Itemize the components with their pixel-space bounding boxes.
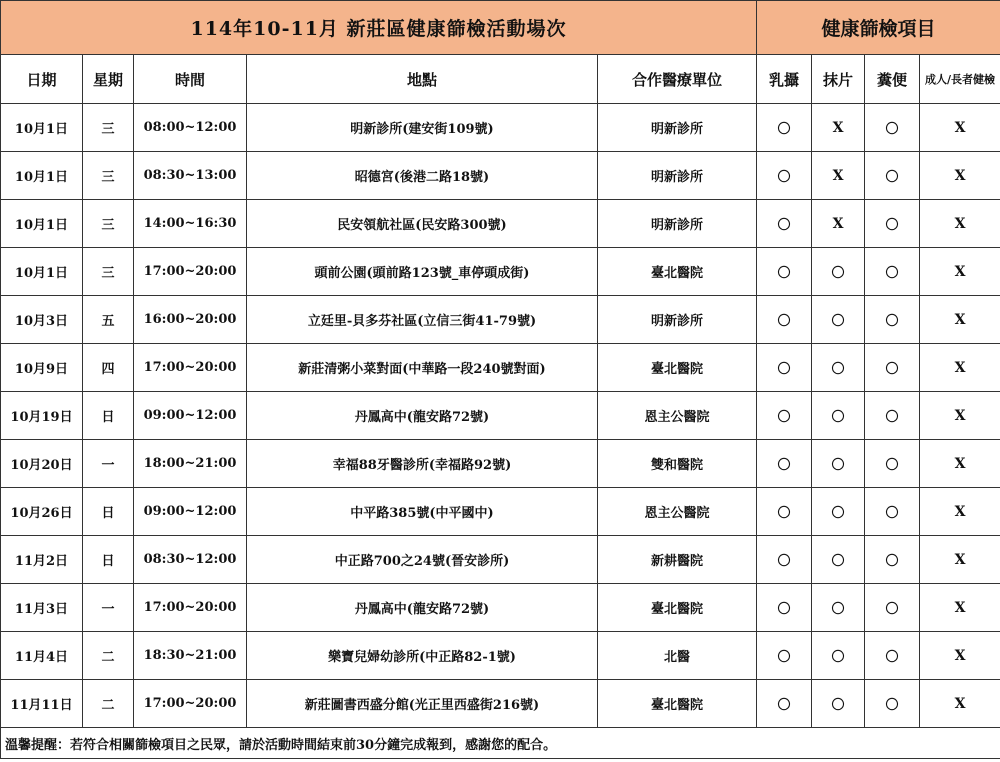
cell-time: 09:00~12:00 bbox=[134, 488, 247, 536]
cell-weekday: 三 bbox=[83, 104, 134, 152]
cell-stool: 〇 bbox=[865, 296, 920, 344]
cell-pap: 〇 bbox=[812, 584, 865, 632]
cell-time: 08:30~12:00 bbox=[134, 536, 247, 584]
cell-stool: 〇 bbox=[865, 632, 920, 680]
schedule-title: 114年10-11月 新莊區健康篩檢活動場次 bbox=[1, 1, 757, 55]
cell-time: 18:30~21:00 bbox=[134, 632, 247, 680]
cell-breast: 〇 bbox=[757, 440, 812, 488]
cell-partner: 雙和醫院 bbox=[598, 440, 757, 488]
cell-partner: 恩主公醫院 bbox=[598, 488, 757, 536]
cell-pap: X bbox=[812, 200, 865, 248]
cell-pap: 〇 bbox=[812, 488, 865, 536]
cell-date: 11月11日 bbox=[1, 680, 83, 728]
cell-location: 新莊圖書西盛分館(光正里西盛街216號) bbox=[247, 680, 598, 728]
cell-date: 11月2日 bbox=[1, 536, 83, 584]
cell-breast: 〇 bbox=[757, 584, 812, 632]
cell-location: 樂寶兒婦幼診所(中正路82-1號) bbox=[247, 632, 598, 680]
cell-stool: 〇 bbox=[865, 104, 920, 152]
cell-date: 11月3日 bbox=[1, 584, 83, 632]
cell-partner: 臺北醫院 bbox=[598, 344, 757, 392]
cell-pap: 〇 bbox=[812, 296, 865, 344]
cell-adult: X bbox=[920, 536, 1000, 584]
cell-adult: X bbox=[920, 392, 1000, 440]
cell-stool: 〇 bbox=[865, 680, 920, 728]
cell-stool: 〇 bbox=[865, 536, 920, 584]
header-location: 地點 bbox=[247, 55, 598, 104]
cell-time: 16:00~20:00 bbox=[134, 296, 247, 344]
table-row bbox=[1, 536, 1000, 584]
cell-date: 10月19日 bbox=[1, 392, 83, 440]
header-partner: 合作醫療單位 bbox=[598, 55, 757, 104]
table-row bbox=[1, 200, 1000, 248]
cell-time: 14:00~16:30 bbox=[134, 200, 247, 248]
table-row bbox=[1, 344, 1000, 392]
cell-location: 中平路385號(中平國中) bbox=[247, 488, 598, 536]
cell-adult: X bbox=[920, 200, 1000, 248]
cell-weekday: 一 bbox=[83, 584, 134, 632]
cell-weekday: 三 bbox=[83, 248, 134, 296]
cell-weekday: 四 bbox=[83, 344, 134, 392]
cell-partner: 明新診所 bbox=[598, 200, 757, 248]
cell-location: 立廷里-貝多芬社區(立信三街41-79號) bbox=[247, 296, 598, 344]
footer-row bbox=[1, 728, 1000, 759]
cell-weekday: 二 bbox=[83, 680, 134, 728]
cell-pap: 〇 bbox=[812, 344, 865, 392]
cell-date: 10月3日 bbox=[1, 296, 83, 344]
cell-partner: 北醫 bbox=[598, 632, 757, 680]
cell-breast: 〇 bbox=[757, 632, 812, 680]
cell-adult: X bbox=[920, 344, 1000, 392]
cell-partner: 臺北醫院 bbox=[598, 584, 757, 632]
cell-location: 頭前公園(頭前路123號_車停頭成街) bbox=[247, 248, 598, 296]
cell-weekday: 三 bbox=[83, 200, 134, 248]
cell-adult: X bbox=[920, 440, 1000, 488]
cell-pap: 〇 bbox=[812, 248, 865, 296]
cell-location: 丹鳳高中(龍安路72號) bbox=[247, 392, 598, 440]
cell-partner: 新耕醫院 bbox=[598, 536, 757, 584]
cell-adult: X bbox=[920, 296, 1000, 344]
cell-partner: 明新診所 bbox=[598, 104, 757, 152]
cell-date: 11月4日 bbox=[1, 632, 83, 680]
cell-stool: 〇 bbox=[865, 488, 920, 536]
table-row bbox=[1, 440, 1000, 488]
cell-location: 新莊清粥小菜對面(中華路一段240號對面) bbox=[247, 344, 598, 392]
cell-weekday: 日 bbox=[83, 536, 134, 584]
cell-weekday: 三 bbox=[83, 152, 134, 200]
cell-weekday: 五 bbox=[83, 296, 134, 344]
table-row bbox=[1, 680, 1000, 728]
cell-stool: 〇 bbox=[865, 392, 920, 440]
cell-breast: 〇 bbox=[757, 488, 812, 536]
cell-location: 丹鳳高中(龍安路72號) bbox=[247, 584, 598, 632]
cell-breast: 〇 bbox=[757, 296, 812, 344]
table-row bbox=[1, 632, 1000, 680]
table-row bbox=[1, 104, 1000, 152]
cell-partner: 恩主公醫院 bbox=[598, 392, 757, 440]
header-stool: 糞便 bbox=[865, 55, 920, 104]
table-row bbox=[1, 248, 1000, 296]
cell-location: 幸福88牙醫診所(幸福路92號) bbox=[247, 440, 598, 488]
cell-pap: 〇 bbox=[812, 440, 865, 488]
header-date: 日期 bbox=[1, 55, 83, 104]
cell-partner: 臺北醫院 bbox=[598, 680, 757, 728]
cell-stool: 〇 bbox=[865, 584, 920, 632]
cell-breast: 〇 bbox=[757, 152, 812, 200]
cell-date: 10月26日 bbox=[1, 488, 83, 536]
cell-date: 10月1日 bbox=[1, 200, 83, 248]
cell-stool: 〇 bbox=[865, 344, 920, 392]
cell-time: 17:00~20:00 bbox=[134, 584, 247, 632]
cell-partner: 明新診所 bbox=[598, 296, 757, 344]
cell-adult: X bbox=[920, 152, 1000, 200]
table-row bbox=[1, 488, 1000, 536]
cell-date: 10月1日 bbox=[1, 104, 83, 152]
cell-breast: 〇 bbox=[757, 248, 812, 296]
cell-adult: X bbox=[920, 248, 1000, 296]
table-row bbox=[1, 152, 1000, 200]
cell-weekday: 二 bbox=[83, 632, 134, 680]
cell-breast: 〇 bbox=[757, 200, 812, 248]
cell-pap: 〇 bbox=[812, 680, 865, 728]
cell-pap: 〇 bbox=[812, 392, 865, 440]
cell-location: 明新診所(建安街109號) bbox=[247, 104, 598, 152]
cell-breast: 〇 bbox=[757, 344, 812, 392]
cell-partner: 臺北醫院 bbox=[598, 248, 757, 296]
table-row bbox=[1, 296, 1000, 344]
cell-adult: X bbox=[920, 632, 1000, 680]
cell-time: 18:00~21:00 bbox=[134, 440, 247, 488]
cell-adult: X bbox=[920, 680, 1000, 728]
header-breast: 乳攝 bbox=[757, 55, 812, 104]
cell-time: 17:00~20:00 bbox=[134, 248, 247, 296]
cell-pap: 〇 bbox=[812, 632, 865, 680]
schedule-body bbox=[1, 104, 1000, 728]
cell-time: 08:30~13:00 bbox=[134, 152, 247, 200]
column-header-row bbox=[1, 55, 1000, 104]
cell-location: 昭德宮(後港二路18號) bbox=[247, 152, 598, 200]
cell-weekday: 日 bbox=[83, 488, 134, 536]
cell-time: 08:00~12:00 bbox=[134, 104, 247, 152]
cell-weekday: 日 bbox=[83, 392, 134, 440]
cell-adult: X bbox=[920, 584, 1000, 632]
cell-time: 17:00~20:00 bbox=[134, 344, 247, 392]
cell-location: 民安領航社區(民安路300號) bbox=[247, 200, 598, 248]
cell-partner: 明新診所 bbox=[598, 152, 757, 200]
header-adult: 成人/長者健檢 bbox=[920, 55, 1000, 104]
cell-time: 09:00~12:00 bbox=[134, 392, 247, 440]
cell-breast: 〇 bbox=[757, 392, 812, 440]
cell-date: 10月20日 bbox=[1, 440, 83, 488]
header-pap: 抹片 bbox=[812, 55, 865, 104]
cell-breast: 〇 bbox=[757, 536, 812, 584]
table-row bbox=[1, 392, 1000, 440]
cell-stool: 〇 bbox=[865, 248, 920, 296]
cell-time: 17:00~20:00 bbox=[134, 680, 247, 728]
cell-date: 10月1日 bbox=[1, 152, 83, 200]
table-row bbox=[1, 584, 1000, 632]
title-row bbox=[1, 1, 1000, 55]
footer-reminder: 溫馨提醒：若符合相關篩檢項目之民眾，請於活動時間結束前30分鐘完成報到，感謝您的配合。 bbox=[1, 728, 1000, 759]
cell-stool: 〇 bbox=[865, 200, 920, 248]
cell-location: 中正路700之24號(晉安診所) bbox=[247, 536, 598, 584]
cell-adult: X bbox=[920, 488, 1000, 536]
cell-pap: X bbox=[812, 104, 865, 152]
cell-weekday: 一 bbox=[83, 440, 134, 488]
cell-stool: 〇 bbox=[865, 440, 920, 488]
cell-date: 10月1日 bbox=[1, 248, 83, 296]
cell-adult: X bbox=[920, 104, 1000, 152]
header-weekday: 星期 bbox=[83, 55, 134, 104]
cell-stool: 〇 bbox=[865, 152, 920, 200]
cell-breast: 〇 bbox=[757, 104, 812, 152]
cell-date: 10月9日 bbox=[1, 344, 83, 392]
screening-items-title: 健康篩檢項目 bbox=[757, 1, 1000, 55]
cell-breast: 〇 bbox=[757, 680, 812, 728]
cell-pap: X bbox=[812, 152, 865, 200]
cell-pap: 〇 bbox=[812, 536, 865, 584]
header-time: 時間 bbox=[134, 55, 247, 104]
